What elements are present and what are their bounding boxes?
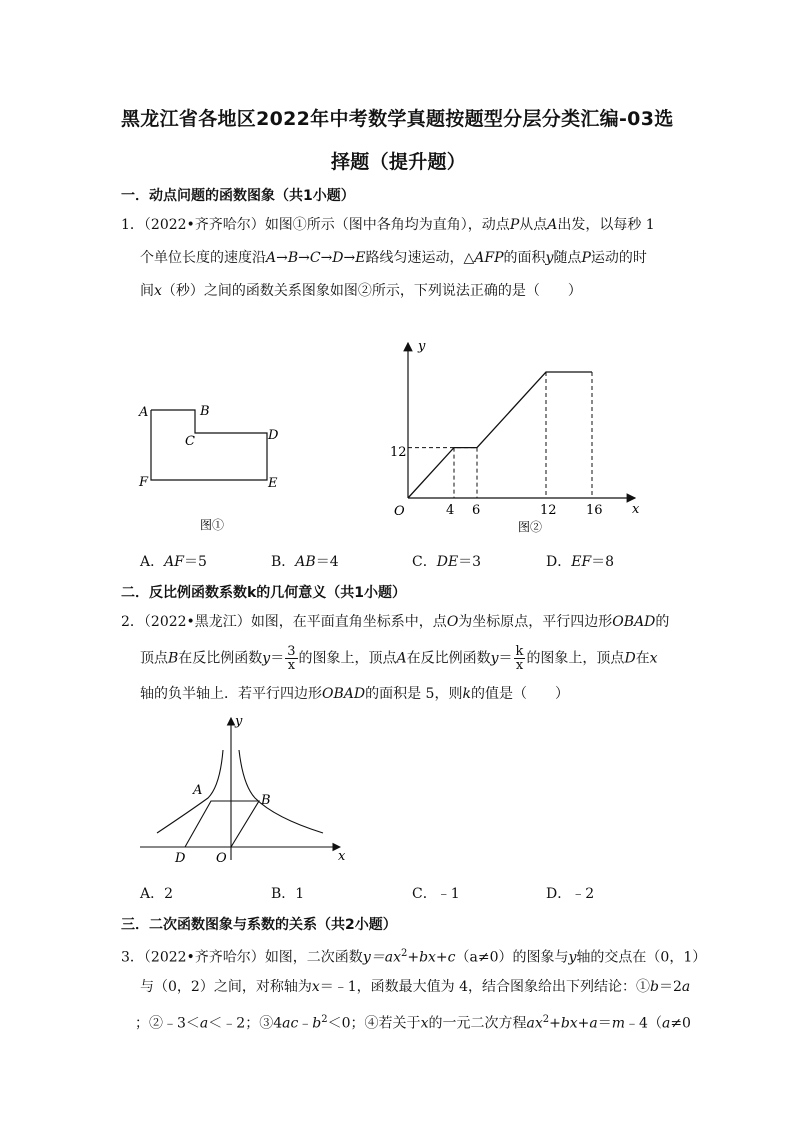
text: 为坐标原点，平行四边形	[458, 614, 613, 630]
text: 在	[635, 650, 650, 667]
text: ＝﹣1，函数最大值为 4，结合图象给出下列结论：①	[319, 979, 650, 995]
text: 的图象上，顶点	[526, 650, 625, 667]
option-A	[140, 552, 207, 572]
option-B	[271, 552, 339, 572]
parallelogram-OBAD	[185, 801, 259, 847]
text: 的面积	[503, 250, 546, 266]
page-title-cont: 择题（提升题）	[331, 151, 467, 173]
question-1-line-2	[140, 248, 647, 268]
var-y: y	[262, 650, 271, 667]
question-3-line-2	[140, 977, 690, 997]
var-OBAD: OBAD	[322, 686, 366, 702]
section-heading-1: 一．动点问题的函数图象（共1小题）	[121, 188, 355, 204]
text: 运动的时	[590, 250, 647, 266]
label-A: A	[139, 405, 149, 420]
equation-term: ax	[526, 1015, 543, 1032]
x-axis-label: x	[338, 849, 346, 864]
option-label: D．	[546, 554, 572, 570]
question-1-line-3	[140, 281, 582, 301]
curve-k-over-x	[157, 750, 223, 833]
figure-1-shape	[130, 395, 290, 540]
label-A: A	[193, 783, 203, 798]
text: 间	[140, 283, 154, 299]
question-3-line-3	[135, 1010, 691, 1034]
path-expression: A→B→C→D→E	[266, 250, 366, 266]
y-tick-12: 12	[390, 445, 407, 460]
option-C	[412, 552, 481, 572]
equals: ＝	[597, 1015, 612, 1032]
var-m: m	[611, 1015, 626, 1032]
numerator: 3	[287, 644, 296, 659]
exponent: 2	[542, 1014, 550, 1025]
text: 的图象上，顶点	[298, 650, 397, 667]
var-x: x	[649, 650, 658, 667]
text: （秒）之间的函数关系图象如图②所示，下列说法正确的是（ ）	[161, 283, 582, 299]
option-A	[140, 884, 173, 904]
function-expression: +bx+c	[407, 949, 456, 966]
figure-2-graph	[380, 335, 650, 545]
l-shape-outline	[151, 410, 267, 480]
equation-term: +bx+a	[549, 1015, 598, 1032]
label-D: D	[175, 851, 186, 866]
text: 出发，以每秒 1	[557, 217, 655, 233]
var-OBAD: OBAD	[612, 614, 656, 630]
x-tick-16: 16	[586, 503, 603, 518]
exponent: 2	[321, 1014, 328, 1025]
var-a: a	[199, 1015, 209, 1032]
text: 的一元二次方程	[428, 1015, 527, 1032]
text: 如图，在平面直角坐标系中，点	[250, 614, 447, 630]
origin-label: O	[394, 504, 405, 519]
fraction-k-over-x	[514, 645, 526, 672]
option-value: ＝5	[183, 554, 207, 570]
option-var: DE	[436, 554, 459, 570]
option-label: A．	[140, 554, 165, 570]
option-label: A．	[140, 886, 165, 902]
text: 随点	[553, 250, 582, 266]
x-axis-label: x	[632, 502, 640, 517]
option-var: AF	[164, 554, 184, 570]
option-label: B．	[271, 886, 296, 902]
option-value: ＝4	[315, 554, 339, 570]
text: 的	[655, 614, 670, 630]
option-value: 1	[295, 886, 305, 902]
option-value: ﹣1	[436, 886, 460, 902]
question-2-line-1	[121, 612, 669, 632]
option-var: AB	[295, 554, 316, 570]
question-2-line-3	[140, 684, 569, 704]
option-value: ＝3	[458, 554, 482, 570]
text: 的值是（ ）	[470, 686, 569, 702]
figure-3-hyperbola	[135, 710, 355, 870]
question-source: （2022•齐齐哈尔）	[143, 949, 265, 966]
function-expression: y＝ax	[362, 949, 401, 966]
var-y: y	[490, 650, 499, 667]
figure-2-caption: 图②	[518, 520, 543, 534]
label-O: O	[216, 851, 227, 866]
section-heading-2: 二．反比例函数系数k的几何意义（共1小题）	[121, 585, 407, 601]
var-k: k	[462, 686, 471, 702]
text: ＜﹣2；③4	[208, 1015, 283, 1032]
text: 顶点	[140, 650, 168, 667]
y-axis-label: y	[418, 339, 426, 354]
text: ﹣4（	[625, 1015, 662, 1032]
option-label: C．	[412, 554, 437, 570]
numerator: k	[515, 644, 524, 659]
denominator: x	[287, 658, 296, 673]
var-x: x	[311, 979, 320, 995]
text: 与（0，2）之间，对称轴为	[140, 979, 312, 995]
page-title: 黑龙江省各地区2022年中考数学真题按题型分层分类汇编-03选	[121, 108, 674, 130]
function-graph-line	[408, 372, 592, 498]
text: ≠0	[670, 1015, 691, 1032]
text: 的面积是 5，则	[365, 686, 463, 702]
condition: （a≠0）	[455, 949, 513, 966]
var-AFP: AFP	[474, 250, 504, 266]
label-F: F	[139, 475, 149, 490]
var-y: y	[545, 250, 554, 266]
option-value: ﹣2	[571, 886, 595, 902]
x-tick-4: 4	[446, 503, 455, 518]
var-ac: ac	[282, 1015, 299, 1032]
question-3-line-1	[121, 944, 706, 968]
var-D: D	[624, 650, 636, 667]
option-D	[546, 884, 594, 904]
text: 在反比例函数	[406, 650, 491, 667]
var-A: A	[547, 217, 558, 233]
question-number: 1．	[121, 217, 144, 233]
y-axis-label: y	[235, 714, 243, 729]
text: 个单位长度的速度沿	[140, 250, 266, 266]
x-tick-12: 12	[540, 503, 557, 518]
exponent: 2	[400, 948, 408, 959]
question-source: （2022•齐齐哈尔）	[143, 217, 265, 233]
label-B: B	[261, 793, 271, 808]
text: ；②﹣3＜	[135, 1015, 200, 1032]
var-a: a	[661, 1015, 671, 1032]
text: ＜0；④若关于	[327, 1015, 421, 1032]
curve-3-over-x	[239, 750, 323, 833]
label-E: E	[268, 476, 278, 491]
option-value: ＝8	[591, 554, 615, 570]
text: 在反比例函数	[178, 650, 263, 667]
question-1-line-1	[121, 215, 655, 235]
option-B	[271, 884, 304, 904]
var-B: B	[168, 650, 179, 667]
fraction-3-over-x	[285, 645, 297, 672]
text: 轴的交点在（0，1）	[576, 949, 707, 966]
var-P: P	[509, 217, 520, 233]
var-x: x	[154, 283, 162, 299]
var-P: P	[581, 250, 591, 266]
label-C: C	[185, 434, 195, 449]
var-a: a	[681, 979, 691, 995]
option-label: D．	[546, 886, 572, 902]
text: 路线匀速运动，△	[365, 250, 475, 266]
var-b: b	[650, 979, 659, 995]
option-D	[546, 552, 614, 572]
question-number: 2．	[121, 614, 144, 630]
var-O: O	[446, 614, 459, 630]
equals: ＝	[498, 650, 513, 667]
label-D: D	[268, 428, 279, 443]
denominator: x	[515, 658, 524, 673]
text: ﹣	[298, 1015, 313, 1032]
label-B: B	[200, 404, 210, 419]
x-tick-6: 6	[472, 503, 481, 518]
question-2-line-2	[140, 645, 658, 672]
text: 如图，二次函数	[264, 949, 363, 966]
text: 轴的负半轴上．若平行四边形	[140, 686, 322, 702]
var-y: y	[568, 949, 577, 966]
option-value: 2	[164, 886, 174, 902]
option-label: B．	[271, 554, 296, 570]
question-source: （2022•黑龙江）	[143, 614, 251, 630]
section-heading-3: 三．二次函数图象与系数的关系（共2小题）	[121, 917, 397, 933]
figure-1-caption: 图①	[200, 518, 225, 532]
text: 如图①所示（图中各角均为直角），动点	[264, 217, 510, 233]
var-b: b	[312, 1015, 322, 1032]
text: ＝2	[658, 979, 682, 995]
dashed-guides	[408, 372, 592, 498]
var-A: A	[396, 650, 407, 667]
option-C	[412, 884, 460, 904]
question-number: 3．	[121, 949, 144, 966]
text: 的图象与	[512, 949, 569, 966]
option-label: C．	[412, 886, 437, 902]
equals: ＝	[270, 650, 285, 667]
text: 从点	[519, 217, 548, 233]
var-x: x	[420, 1015, 429, 1032]
option-var: EF	[571, 554, 592, 570]
